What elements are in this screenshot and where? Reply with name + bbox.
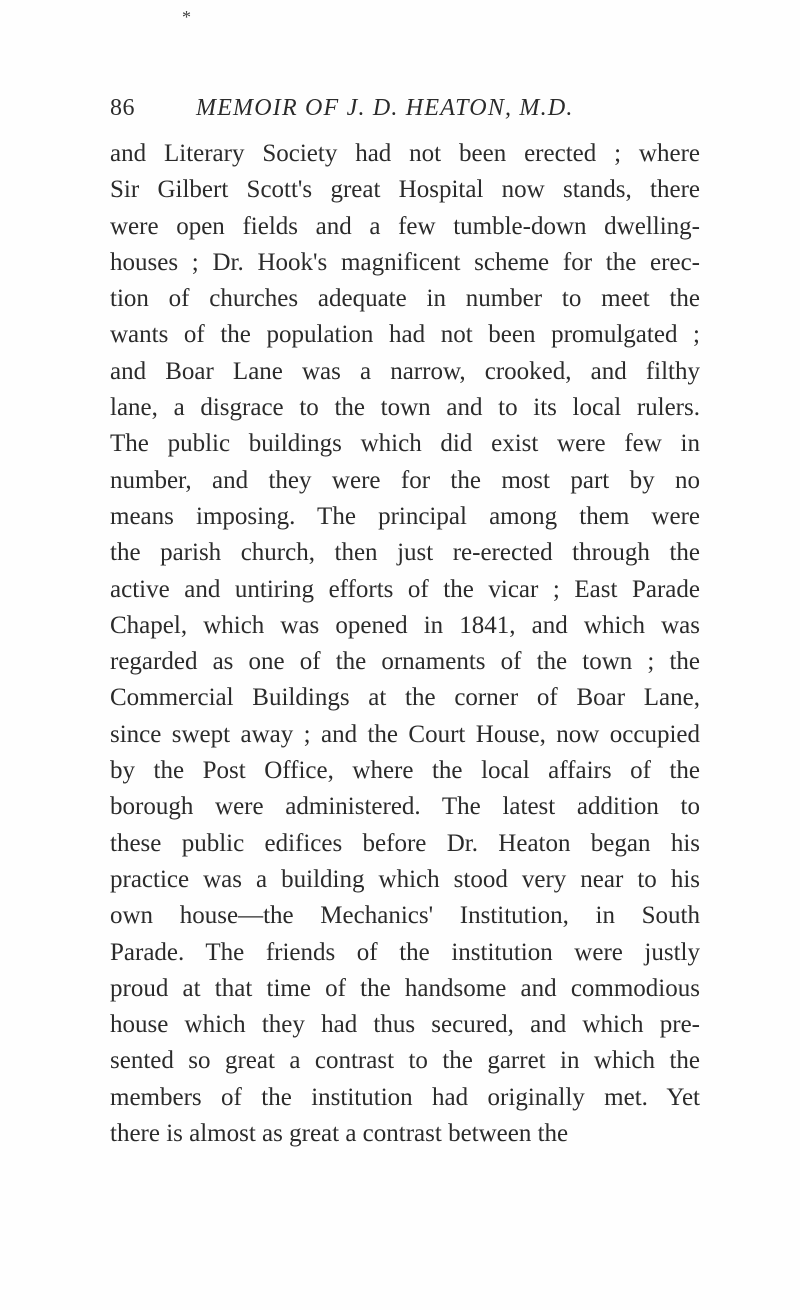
text-line: Chapel, which was opened in 1841, and which was <box>110 611 700 639</box>
text-line: by the Post Office, where the local affairs of the <box>110 757 700 785</box>
body-text <box>110 136 700 1152</box>
text-line: and Literary Society had not been erected ; where <box>110 140 700 167</box>
text-line: proud at that time of the handsome and commodious <box>110 974 700 1002</box>
text-line: there is almost as great a contrast between the <box>110 1120 569 1148</box>
text-line: wants of the population had not been promulgated ; <box>110 321 700 349</box>
text-line: were open fields and a few tumble-down dwelling- <box>110 212 700 240</box>
text-line: members of the institution had originally met. Yet <box>110 1083 700 1111</box>
text-line: active and untiring efforts of the vicar ; East Parade <box>110 575 700 603</box>
text-line: and Boar Lane was a narrow, crooked, and filthy <box>110 357 700 385</box>
text-line: Commercial Buildings at the corner of Boar Lane, <box>110 684 700 712</box>
stray-mark: * <box>182 7 191 27</box>
text-line: Parade. The friends of the institution were justly <box>110 938 700 966</box>
page-number: 86 <box>110 95 135 121</box>
text-line: number, and they were for the most part by no <box>110 466 700 494</box>
text-line: houses ; Dr. Hook's magnificent scheme for the erec- <box>110 248 700 276</box>
text-line: Sir Gilbert Scott's great Hospital now stands, there <box>110 176 700 204</box>
text-line: these public edifices before Dr. Heaton began his <box>110 829 700 857</box>
text-line: house which they had thus secured, and which pre- <box>110 1011 700 1039</box>
page-header <box>110 88 700 128</box>
text-line: borough were administered. The latest addition to <box>110 793 700 821</box>
text-line: means imposing. The principal among them were <box>110 502 700 530</box>
text-line: tion of churches adequate in number to meet the <box>110 285 700 313</box>
running-title: MEMOIR OF J. D. HEATON, M.D. <box>196 95 574 121</box>
text-line: practice was a building which stood very near to his <box>110 865 700 893</box>
text-line: lane, a disgrace to the town and to its local rulers. <box>110 394 700 422</box>
text-line: The public buildings which did exist were few in <box>110 430 700 458</box>
text-line: sented so great a contrast to the garret in which the <box>110 1047 700 1075</box>
text-line: regarded as one of the ornaments of the town ; the <box>110 648 700 676</box>
text-line: the parish church, then just re-erected through the <box>110 539 700 567</box>
text-line: since swept away ; and the Court House, now occupied <box>110 720 700 748</box>
text-line: own house—the Mechanics' Institution, in South <box>110 902 700 930</box>
